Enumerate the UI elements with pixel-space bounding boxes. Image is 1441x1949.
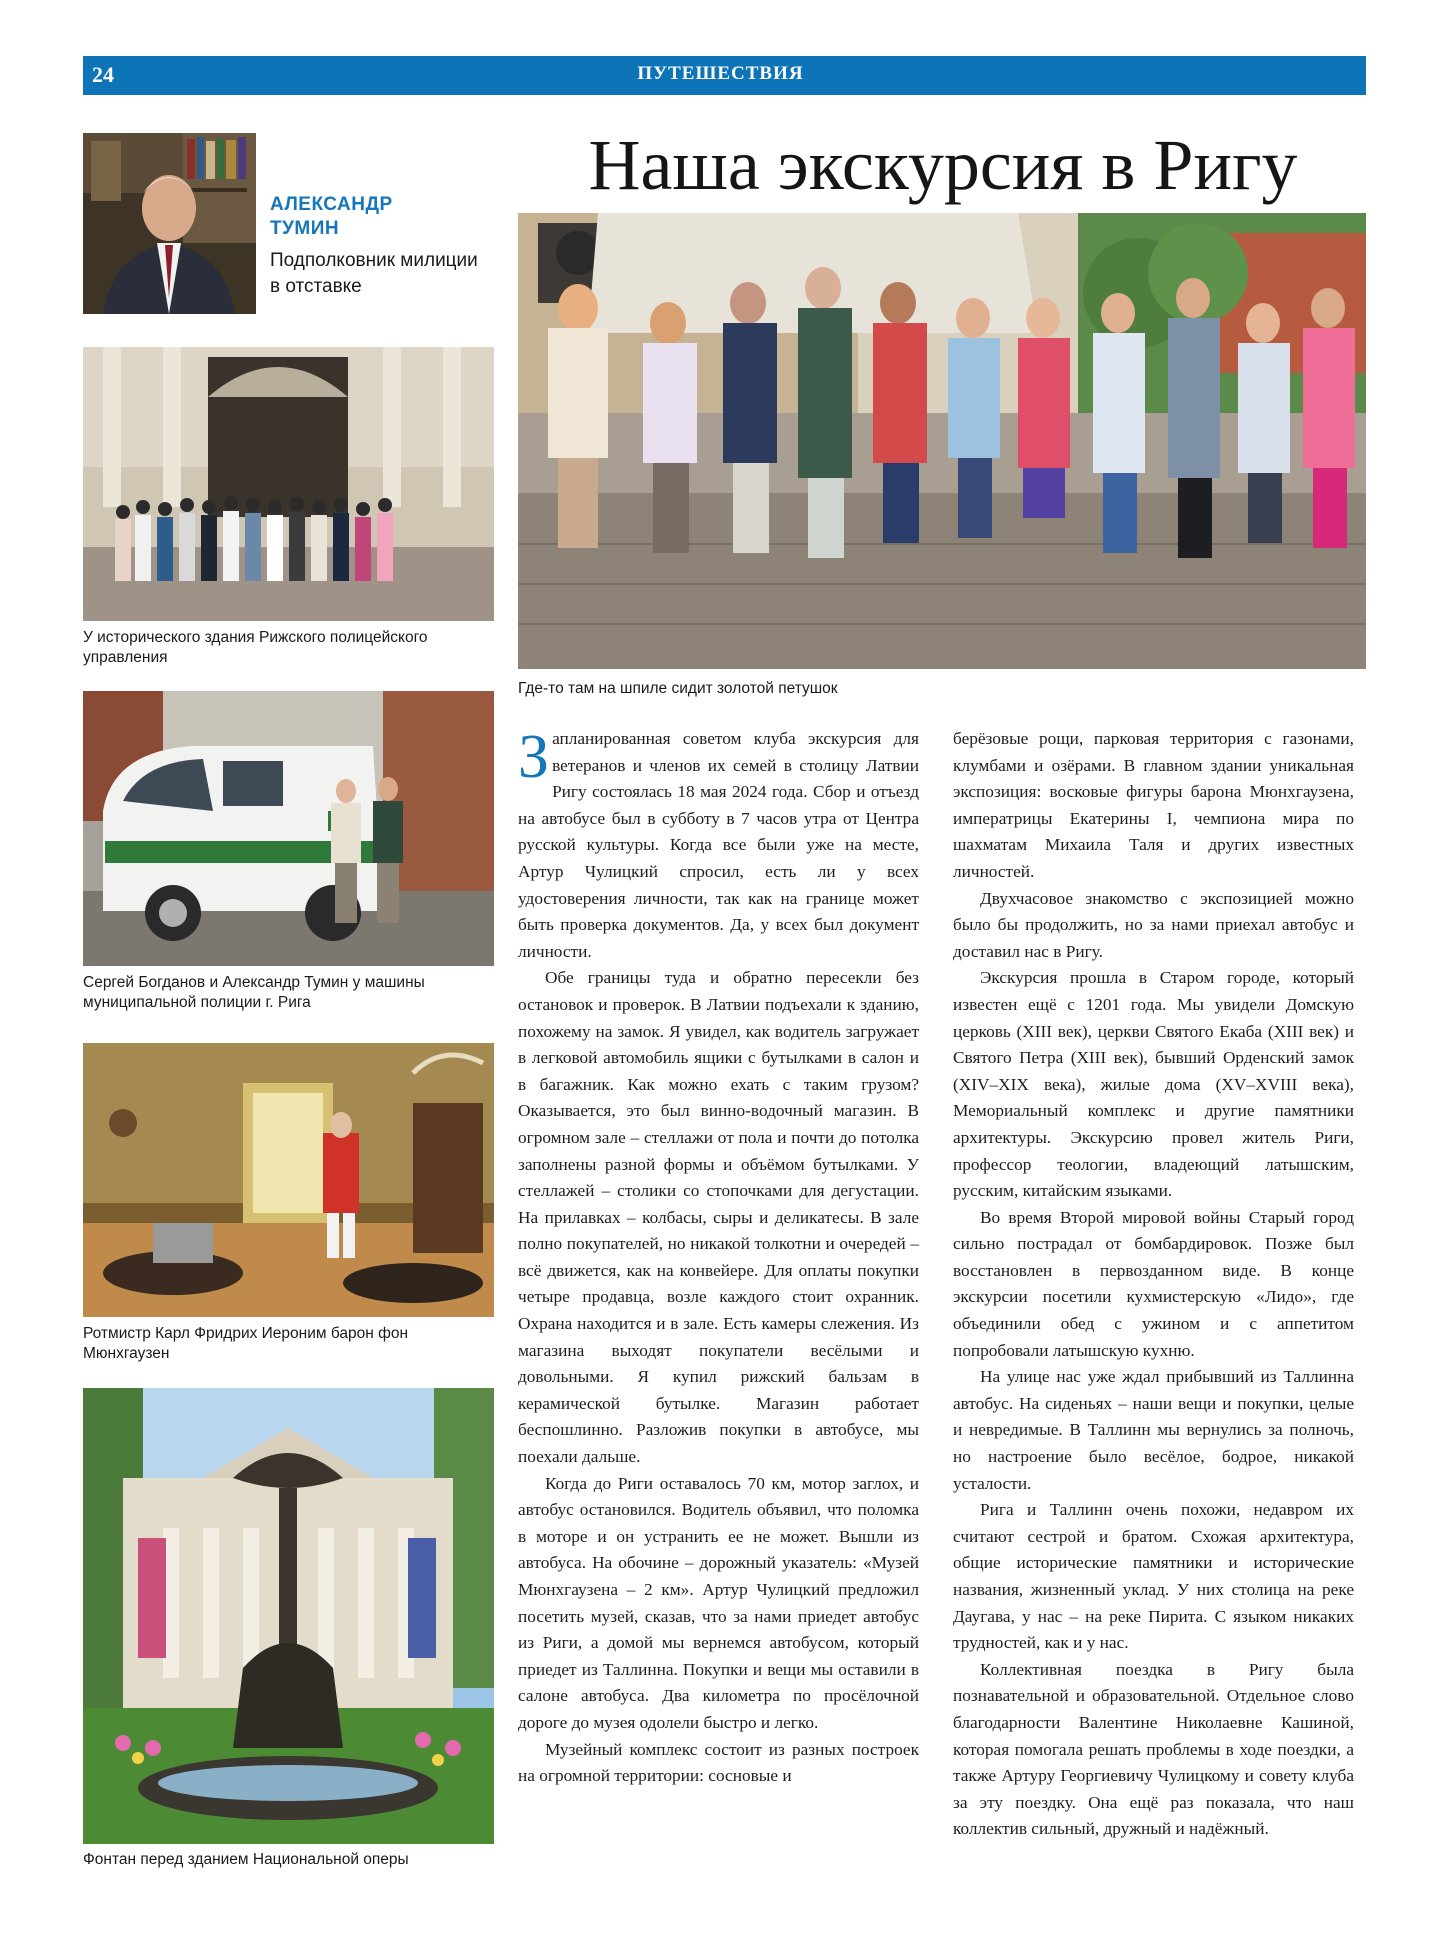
article-paragraph-6: Экскурсия прошла в Старом городе, который известен ещё с 1201 года. Мы увидели Домскую церковь (XIII век), церкви Святого Екаба (XIII век) и Святого Петра (XIII век), бывший Орденский замок (XIV–XIX века), жилые дома (XV–XVIII века), Мемориальный комплекс и другие памятники архитектуры. Экскурсию провел житель Риги, профессор теологии, владеющий латышским, русским, китайским языками.: [953, 968, 1354, 1201]
section-title: ПУТЕШЕСТВИЯ: [637, 63, 804, 84]
caption-police-building: У исторического здания Рижского полицейского управления: [83, 629, 428, 666]
article-column-2: [953, 726, 1354, 1843]
article-paragraph-8: На улице нас уже ждал прибывший из Таллинна автобус. На сиденьях – наши вещи и покупки, целые и невредимые. В Таллинн мы вернулись за полночь, но настроение было весёлое, бодрое, никакой усталости.: [953, 1367, 1354, 1493]
dropcap: З: [518, 723, 550, 791]
article-paragraph-4b: берёзовые рощи, парковая территория с газонами, клумбами и озёрами. В главном здании уникальная экспозиция: восковые фигуры барона Мюнхгаузена, императрицы Екатерины I, чемпиона мира по шахматам Михаила Таля и других известных личностей.: [953, 729, 1354, 881]
article-headline: Наша экскурсия в Ригу: [588, 125, 1298, 205]
photo-police-van: [83, 691, 494, 966]
article-column-1: [518, 723, 919, 1790]
article-paragraph-1: апланированная советом клуба экскурсия для ветеранов и членов их семей в столицу Латвии Ригу состоялась 18 мая 2024 года. Сбор и отъезд на автобусе был в субботу в 7 часов утра от Центра русской культуры. Когда все были уже на месте, Артур Чулицкий спросил, есть ли у всех удостоверения личности, так как на границе может быть проверка документов. Да, у всех был документ личности.: [518, 729, 919, 961]
article-paragraph-3: Когда до Риги оставалось 70 км, мотор заглох, и автобус остановился. Водитель объявил, что поломка в моторе и он устранить ее не может. Вышли из автобуса. На обочине – дорожный указатель: «Музей Мюнхгаузена – 2 км». Артур Чулицкий предложил посетить музей, сказав, что за нами приедет автобус из Риги, а домой мы вернемся автобусом, который приедет из Таллинна. Покупки и вещи мы оставили в салоне автобуса. Два километра по просёлочной дороге до музея одолели быстро и легко.: [518, 1473, 919, 1732]
page-number: 24: [92, 62, 114, 87]
article-paragraph-4a: Музейный комплекс состоит из разных построек на огромной территории: сосновые и: [518, 1739, 919, 1786]
photo-police-building: [83, 347, 494, 621]
author-portrait: [83, 133, 256, 314]
author-name: АЛЕКСАНДР ТУМИН: [270, 194, 393, 239]
caption-munchausen: Ротмистр Карл Фридрих Иероним барон фон Мюнхгаузен: [83, 1325, 409, 1362]
author-role: Подполковник милиции в отставке: [270, 250, 478, 297]
article-paragraph-5: Двухчасовое знакомство с экспозицией можно было бы продолжить, но за нами приехал автобус и доставил нас в Ригу.: [953, 888, 1354, 961]
photo-group-old-town: [518, 213, 1366, 669]
article-paragraph-2: Обе границы туда и обратно пересекли без остановок и проверок. В Латвии подъехали к зданию, похожему на замок. Я увидел, как водитель загружает в легковой автомобиль ящики с бутылками в салон и в багажник. Как можно ехать с таким грузом? Оказывается, это был винно-водочный магазин. В огромном зале – стеллажи от пола и почти до потолка заполнены разной формы и объёмом бутылками. У стеллажей – столики со стопочками для дегустации. На прилавках – колбасы, сыры и деликатесы. В зале полно покупателей, но никакой толкотни и очередей – всё движется, как на конвейере. Для оплаты покупки четыре продавца, возле каждого стоит охранник. Охрана находится и в зале. Есть камеры слежения. Из магазина выходят покупатели весёлыми и довольными. Я купил рижский бальзам в керамической бутылке. Магазин работает беспошлинно. Разложив покупки в автобусе, мы поехали дальше.: [518, 968, 919, 1467]
caption-group-old-town: Где-то там на шпиле сидит золотой петушок: [518, 680, 838, 697]
photo-munchausen-museum: [83, 1043, 494, 1317]
article-paragraph-9: Рига и Таллинн очень похожи, недавром их считают сестрой и братом. Схожая архитектура, общие исторические памятники и исторические названия, жизненный уклад. У них столица на реке Даугава, у нас – на реке Пирита. С языком никаких трудностей, как и у нас.: [953, 1500, 1354, 1653]
caption-opera-fountain: Фонтан перед зданием Национальной оперы: [83, 1851, 409, 1868]
photo-opera-fountain: [83, 1388, 494, 1844]
caption-police-van: Сергей Богданов и Александр Тумин у машины муниципальной полиции г. Рига: [83, 974, 425, 1011]
article-paragraph-10: Коллективная поездка в Ригу была познавательной и образовательной. Отдельное слово благодарности Валентине Николаевне Кашиной, которая помогала решать проблемы в ходе поездки, а также Артуру Георгиевичу Чулицкому и совету клуба за эту поездку. Она ещё раз показала, что наш коллектив сильный, дружный и надёжный.: [953, 1659, 1354, 1839]
article-paragraph-7: Во время Второй мировой войны Старый город сильно пострадал от бомбардировок. Позже был восстановлен в первозданном виде. В конце экскурсии посетили кухмистерскую «Лидо», где объединили обед с ужином и с аппетитом попробовали латышскую кухню.: [953, 1207, 1354, 1360]
